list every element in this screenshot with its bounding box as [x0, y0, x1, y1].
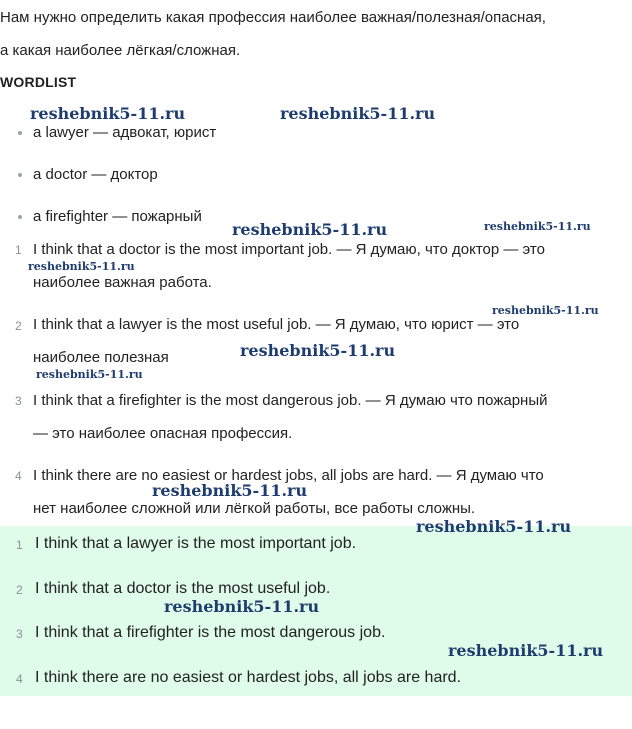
answer-4: I think there are no easiest or hardest jobs, all jobs are hard. — [35, 669, 462, 686]
bullet-icon — [18, 131, 22, 135]
list-number: 1 — [16, 538, 23, 552]
watermark: reshebnik5-11.ru — [484, 220, 591, 233]
watermark: reshebnik5-11.ru — [30, 104, 186, 123]
bullet-icon — [18, 173, 22, 177]
translation-3-line-2: — это наиболее опасная профессия. — [33, 425, 293, 442]
answer-1: I think that a lawyer is the most important job. — [35, 535, 357, 552]
watermark: reshebnik5-11.ru — [28, 260, 135, 273]
watermark: reshebnik5-11.ru — [240, 341, 396, 360]
translation-2-line-2: наиболее полезная — [33, 349, 169, 366]
wordlist-heading: WORDLIST — [0, 74, 77, 90]
list-number: 3 — [15, 394, 22, 408]
watermark: reshebnik5-11.ru — [164, 597, 320, 616]
translation-4-line-1: I think there are no easiest or hardest jobs, all jobs are hard. — Я думаю что — [33, 467, 544, 484]
wordlist-item-doctor: a doctor — доктор — [33, 166, 158, 183]
watermark: reshebnik5-11.ru — [448, 641, 604, 660]
watermark: reshebnik5-11.ru — [232, 220, 388, 239]
intro-line-2: а какая наиболее лёгкая/сложная. — [0, 42, 241, 59]
translation-2-line-1: I think that a lawyer is the most useful job. — Я думаю, что юрист — это — [33, 316, 520, 333]
list-number: 4 — [15, 469, 22, 483]
intro-line-1: Нам нужно определить какая профессия наиболее важная/полезная/опасная, — [0, 9, 546, 26]
answer-3: I think that a firefighter is the most dangerous job. — [35, 624, 386, 641]
bullet-icon — [18, 215, 22, 219]
watermark: reshebnik5-11.ru — [416, 517, 572, 536]
translation-1-line-1: I think that a doctor is the most important job. — Я думаю, что доктор — это — [33, 241, 545, 258]
list-number: 4 — [16, 672, 23, 686]
translation-1-line-2: наиболее важная работа. — [33, 274, 212, 291]
translation-3-line-1: I think that a firefighter is the most dangerous job. — Я думаю что пожарный — [33, 392, 548, 409]
list-number: 1 — [15, 243, 22, 257]
watermark: reshebnik5-11.ru — [152, 481, 308, 500]
watermark: reshebnik5-11.ru — [280, 104, 436, 123]
list-number: 3 — [16, 627, 23, 641]
list-number: 2 — [16, 583, 23, 597]
wordlist-item-lawyer: a lawyer — адвокат, юрист — [33, 124, 217, 141]
wordlist-item-firefighter: a firefighter — пожарный — [33, 208, 202, 225]
answer-2: I think that a doctor is the most useful job. — [35, 580, 331, 597]
watermark: reshebnik5-11.ru — [36, 368, 143, 381]
watermark: reshebnik5-11.ru — [492, 304, 599, 317]
list-number: 2 — [15, 319, 22, 333]
translation-4-line-2: нет наиболее сложной или лёгкой работы, все работы сложны. — [33, 500, 476, 517]
